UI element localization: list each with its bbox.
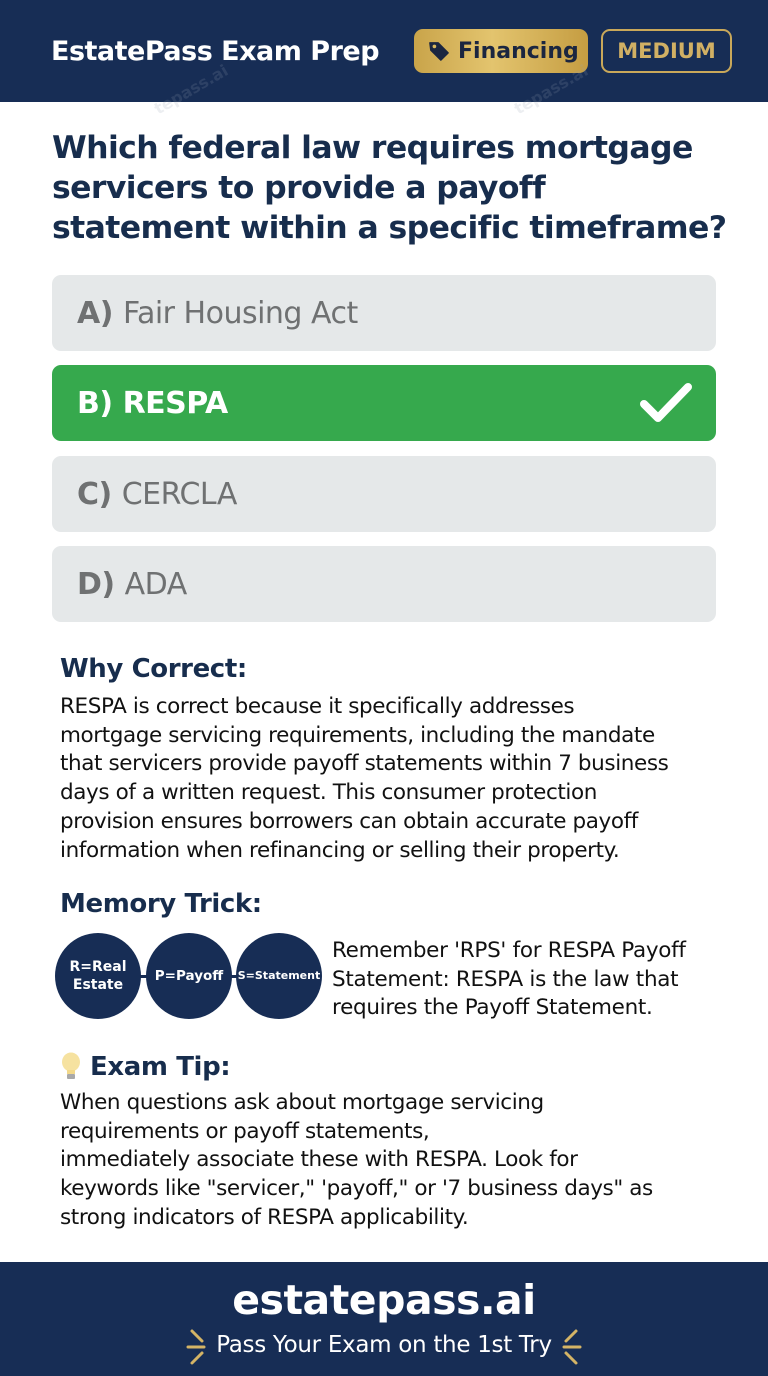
- option-b-correct[interactable]: [52, 365, 716, 441]
- body-line: provision ensures borrowers can obtain accurate payoff: [60, 808, 638, 834]
- memory-trick-title: Memory Trick:: [60, 889, 262, 919]
- category-badge: [414, 29, 588, 73]
- option-letter: B): [77, 385, 113, 421]
- body-line: that servicers provide payoff statements within 7 business: [60, 751, 669, 777]
- difficulty-badge: [601, 29, 732, 73]
- option-d[interactable]: [52, 546, 716, 622]
- option-text: RESPA: [122, 385, 228, 421]
- difficulty-label: MEDIUM: [617, 39, 716, 63]
- option-a[interactable]: [52, 275, 716, 351]
- option-letter: D): [77, 566, 115, 602]
- question-text: Which federal law requires mortgage servicers to provide a payoff statement within a specific timeframe?: [52, 130, 727, 246]
- mnemonic-diagram: [55, 933, 325, 1019]
- body-line: requires the Payoff Statement.: [332, 995, 653, 1021]
- body-line: strong indicators of RESPA applicability.: [60, 1204, 469, 1230]
- option-text: CERCLA: [121, 476, 237, 512]
- body-line: keywords like "servicer," 'payoff," or '7 business days" as: [60, 1176, 653, 1202]
- circle-line: P=Payoff: [154, 968, 224, 984]
- circle-line: R=Real: [69, 959, 127, 975]
- body-line: days of a written request. This consumer protection: [60, 780, 597, 806]
- option-text: ADA: [124, 566, 187, 602]
- footer-bar: [0, 1262, 768, 1376]
- app-title: EstatePass Exam Prep: [51, 35, 380, 67]
- option-letter: C): [77, 476, 112, 512]
- exam-tip-body: [60, 1089, 720, 1233]
- sparkle-icon: [556, 1327, 582, 1367]
- exam-tip-label: Exam Tip:: [90, 1052, 231, 1082]
- tag-icon: [428, 40, 450, 62]
- category-label: Financing: [458, 38, 579, 64]
- circle-line: S=Statement: [237, 969, 321, 982]
- body-line: RESPA is correct because it specifically addresses: [60, 694, 575, 719]
- option-c[interactable]: [52, 456, 716, 532]
- body-line: immediately associate these with RESPA. Look for: [60, 1147, 578, 1173]
- option-text: Fair Housing Act: [122, 295, 358, 331]
- body-line: When questions ask about mortgage servicing: [60, 1090, 544, 1115]
- footer-tagline: Pass Your Exam on the 1st Try: [216, 1332, 552, 1358]
- mnemonic-circle-s: [236, 933, 322, 1019]
- circle-line: Estate: [72, 977, 124, 993]
- mnemonic-circle-r: [55, 933, 141, 1019]
- exam-tip-title: [60, 1052, 230, 1082]
- why-correct-body: [60, 693, 720, 865]
- body-line: requirements or payoff statements,: [60, 1118, 430, 1144]
- why-correct-title: Why Correct:: [60, 654, 247, 684]
- body-line: Statement: RESPA is the law that: [332, 966, 679, 992]
- memory-trick-text: [332, 937, 732, 1023]
- footer-brand: estatepass.ai: [232, 1276, 536, 1324]
- header-bar: [0, 0, 768, 102]
- body-line: mortgage servicing requirements, including the mandate: [60, 722, 655, 748]
- body-line: Remember 'RPS' for RESPA Payoff: [332, 938, 686, 963]
- option-letter: A): [77, 295, 113, 331]
- mnemonic-circle-p: [146, 933, 232, 1019]
- lightbulb-icon: [60, 1052, 82, 1082]
- body-line: information when refinancing or selling their property.: [60, 837, 620, 863]
- check-icon: [640, 382, 692, 424]
